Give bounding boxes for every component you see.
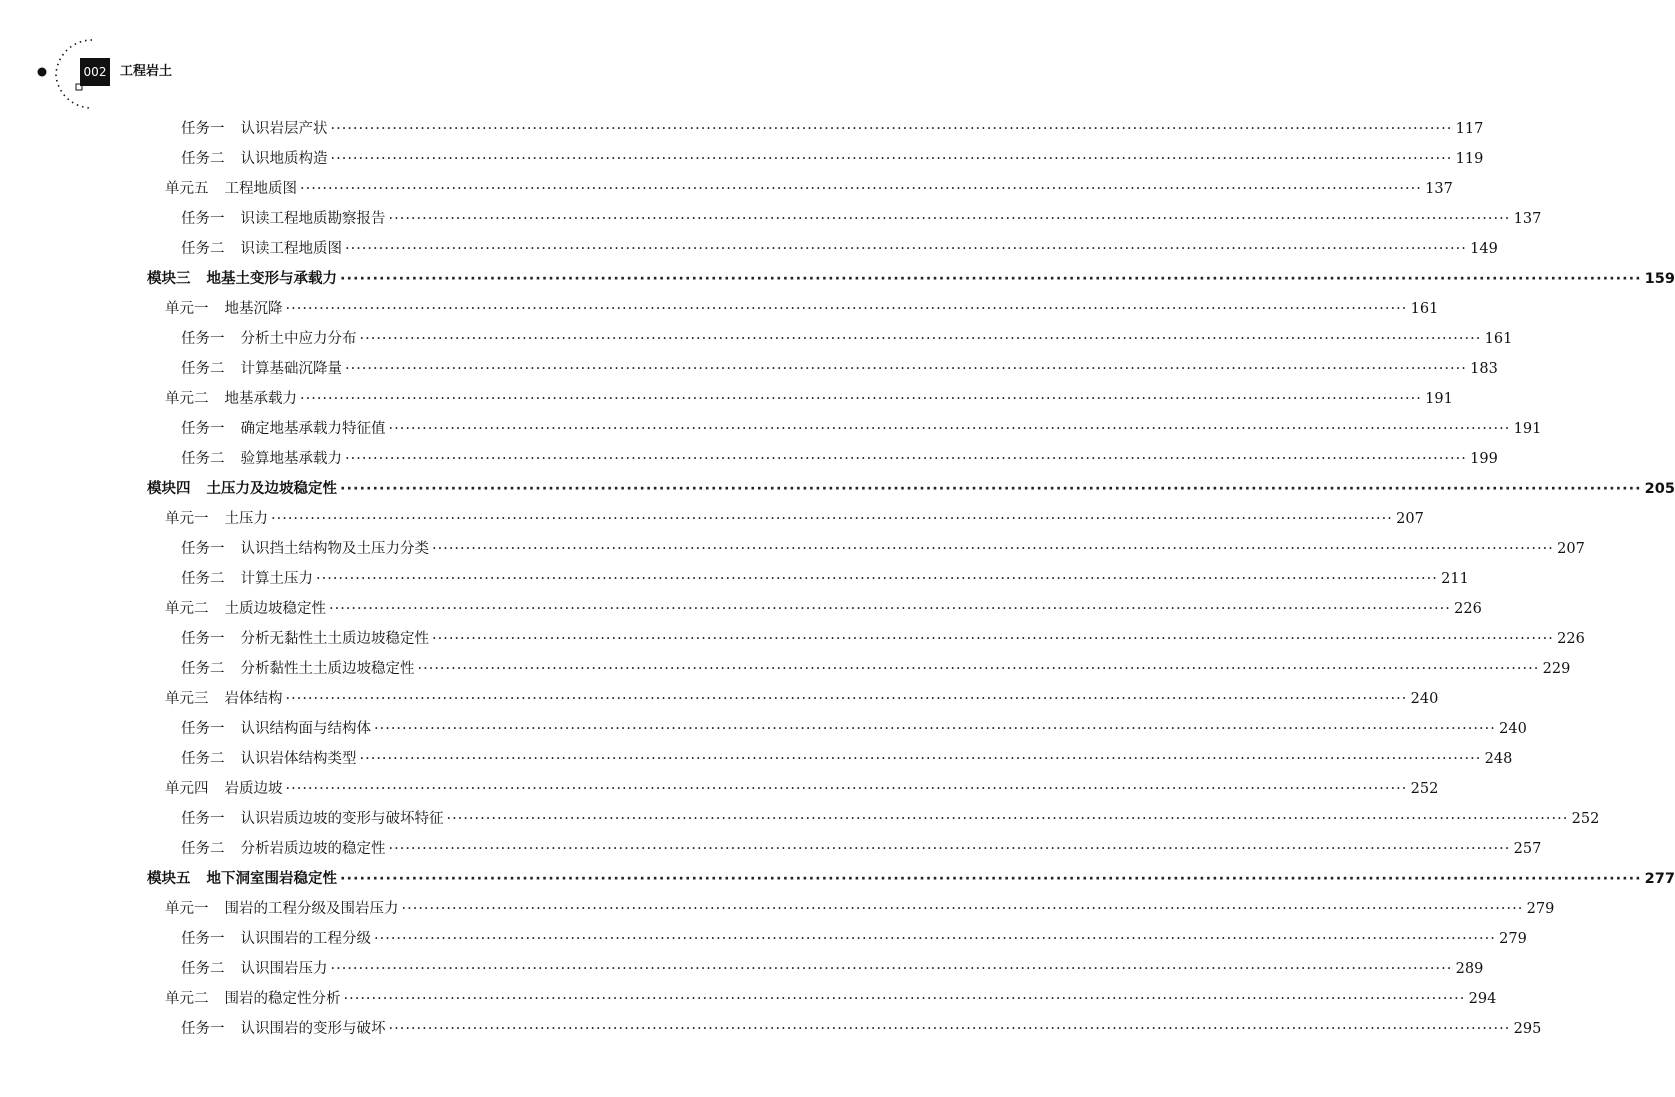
toc-leader-dots: ········································································································································································································ <box>446 811 1569 827</box>
toc-entry-unit <box>165 984 1497 1014</box>
toc-entry-module <box>147 864 1675 894</box>
toc-title: 土压力 <box>224 511 268 527</box>
toc-label: 任务一 <box>181 421 225 437</box>
toc-entry-task <box>181 744 1513 774</box>
toc-leader-dots: ········································································································································································································ <box>388 841 1511 857</box>
toc-leader-dots: ········································································································································································································ <box>374 931 1496 947</box>
toc-entry-unit <box>165 594 1482 624</box>
running-title: 工程岩土 <box>120 64 173 79</box>
toc-label: 任务一 <box>181 721 225 737</box>
toc-label: 单元二 <box>165 991 209 1007</box>
toc-leader-dots: ········································································································································································································ <box>285 301 1408 317</box>
toc-page-number: 248 <box>1484 751 1513 767</box>
toc-page-number: 257 <box>1513 841 1542 857</box>
toc-leader-dots: ········································································································································································································ <box>345 241 1467 257</box>
toc-entry-module <box>147 474 1675 504</box>
toc-title: 认识岩体结构类型 <box>240 751 357 767</box>
toc-page-number: 252 <box>1571 811 1600 827</box>
toc-title: 认识岩质边坡的变形与破坏特征 <box>240 811 444 827</box>
toc-label: 任务二 <box>181 661 225 677</box>
toc-title: 分析岩质边坡的稳定性 <box>240 841 386 857</box>
page-header <box>0 0 790 110</box>
toc-entry-task <box>181 354 1498 384</box>
toc-page-number: 289 <box>1455 961 1484 977</box>
toc-entry-unit <box>165 774 1439 804</box>
toc-leader-dots: ········································································································································································································ <box>345 451 1467 467</box>
toc-page-number: 137 <box>1425 181 1453 197</box>
toc-leader-dots: ········································································································································································································ <box>300 181 1422 197</box>
toc-entry-task <box>181 234 1498 264</box>
toc-label: 单元一 <box>165 301 209 317</box>
toc-page-number: 161 <box>1484 331 1513 347</box>
toc-page-number: 191 <box>1425 391 1453 407</box>
toc-entry-task <box>181 714 1527 744</box>
toc-leader-dots: ········································································································································································································ <box>374 721 1496 737</box>
toc-page-number: 137 <box>1513 211 1542 227</box>
toc-entry-unit <box>165 684 1439 714</box>
toc-leader-dots: ········································································································································································································ <box>359 751 1482 767</box>
toc-label: 任务一 <box>181 121 225 137</box>
toc-leader-dots: ········································································································································································································ <box>401 901 1524 917</box>
toc-entry-unit <box>165 894 1555 924</box>
toc-title: 围岩的工程分级及围岩压力 <box>224 901 399 917</box>
toc-title: 地基土变形与承载力 <box>206 271 337 287</box>
toc-title: 土压力及边坡稳定性 <box>206 481 337 497</box>
toc-entry-task <box>181 564 1469 594</box>
toc-label: 任务二 <box>181 361 225 377</box>
toc-title: 地基沉降 <box>224 301 283 317</box>
toc-label: 任务一 <box>181 931 225 947</box>
toc-entry-unit <box>165 384 1453 414</box>
toc-entry-task <box>181 204 1542 234</box>
toc-leader-dots: ········································································································································································································ <box>345 361 1467 377</box>
toc-leader-dots: ········································································································································································································ <box>330 961 1453 977</box>
toc-label: 单元一 <box>165 511 209 527</box>
toc-label: 单元三 <box>165 691 209 707</box>
toc-leader-dots: ········································································································································································································ <box>285 781 1408 797</box>
toc-page-number: 207 <box>1557 541 1585 557</box>
toc-entry-task <box>181 144 1484 174</box>
toc-title: 认识地质构造 <box>240 151 328 167</box>
toc-page-number: 211 <box>1441 571 1469 587</box>
toc-label: 任务一 <box>181 811 225 827</box>
toc-label: 任务一 <box>181 631 225 647</box>
toc-title: 分析土中应力分布 <box>240 331 357 347</box>
toc-entry-task <box>181 954 1484 984</box>
toc-title: 分析无黏性土土质边坡稳定性 <box>240 631 429 647</box>
toc-page-number: 279 <box>1526 901 1555 917</box>
toc-leader-dots: ········································································································································································································ <box>330 151 1453 167</box>
toc-label: 任务二 <box>181 241 225 257</box>
toc-entry-task <box>181 624 1585 654</box>
toc-title: 认识岩层产状 <box>240 121 328 137</box>
toc-page-number: 279 <box>1499 931 1527 947</box>
toc-title: 认识挡土结构物及土压力分类 <box>240 541 429 557</box>
toc-label: 模块五 <box>147 871 191 887</box>
toc-page-number: 149 <box>1470 241 1498 257</box>
toc-entry-task <box>181 654 1571 684</box>
toc-entry-unit <box>165 504 1424 534</box>
toc-leader-dots: ········································································································································································································ <box>340 871 1642 887</box>
toc-label: 任务二 <box>181 751 225 767</box>
page-number: 002 <box>80 58 110 86</box>
toc-page-number: 226 <box>1454 601 1482 617</box>
toc-page-number: 117 <box>1455 121 1484 137</box>
toc-page-number: 199 <box>1470 451 1498 467</box>
toc-leader-dots: ········································································································································································································ <box>300 391 1422 407</box>
toc-entry-unit <box>165 294 1439 324</box>
toc-label: 单元二 <box>165 601 209 617</box>
toc-entry-task <box>181 834 1542 864</box>
toc-page-number: 183 <box>1470 361 1498 377</box>
toc-label: 任务一 <box>181 541 225 557</box>
toc-title: 地基承载力 <box>224 391 297 407</box>
toc-title: 计算土压力 <box>240 571 313 587</box>
toc-label: 任务二 <box>181 451 225 467</box>
toc-page-number: 161 <box>1410 301 1439 317</box>
toc-label: 模块四 <box>147 481 191 497</box>
toc-entry-task <box>181 114 1484 144</box>
toc-page-number: 119 <box>1455 151 1484 167</box>
toc-leader-dots: ········································································································································································································ <box>343 991 1466 1007</box>
toc-label: 任务一 <box>181 1021 225 1037</box>
toc-page-number: 226 <box>1557 631 1585 647</box>
toc-leader-dots: ········································································································································································································ <box>432 631 1554 647</box>
toc-title: 围岩的稳定性分析 <box>224 991 341 1007</box>
toc-title: 分析黏性土土质边坡稳定性 <box>240 661 415 677</box>
toc-leader-dots: ········································································································································································································ <box>316 571 1438 587</box>
toc-page-number: 205 <box>1644 481 1675 497</box>
toc-page-number: 159 <box>1644 271 1675 287</box>
toc-page-number: 294 <box>1468 991 1497 1007</box>
toc-title: 验算地基承载力 <box>240 451 342 467</box>
toc-leader-dots: ········································································································································································································ <box>359 331 1482 347</box>
toc-leader-dots: ········································································································································································································ <box>330 121 1453 137</box>
toc-title: 认识围岩的工程分级 <box>240 931 371 947</box>
toc-entry-task <box>181 534 1585 564</box>
toc-leader-dots: ········································································································································································································ <box>432 541 1554 557</box>
toc-label: 单元五 <box>165 181 209 197</box>
toc-label: 任务二 <box>181 151 225 167</box>
toc-leader-dots: ········································································································································································································ <box>388 1021 1511 1037</box>
toc-entry-task <box>181 804 1600 834</box>
toc-label: 模块三 <box>147 271 191 287</box>
toc-title: 工程地质图 <box>224 181 297 197</box>
toc-title: 认识结构面与结构体 <box>240 721 371 737</box>
toc-title: 认识围岩的变形与破坏 <box>240 1021 386 1037</box>
toc-title: 确定地基承载力特征值 <box>240 421 386 437</box>
toc-page-number: 207 <box>1396 511 1424 527</box>
toc-page-number: 252 <box>1410 781 1439 797</box>
toc-title: 岩体结构 <box>224 691 283 707</box>
toc-entry-task <box>181 324 1513 354</box>
toc-page-number: 295 <box>1513 1021 1542 1037</box>
bullet-dot <box>38 68 47 77</box>
toc-label: 单元四 <box>165 781 209 797</box>
toc-page-number: 191 <box>1513 421 1542 437</box>
toc-leader-dots: ········································································································································································································ <box>340 271 1642 287</box>
toc-label: 单元二 <box>165 391 209 407</box>
toc-title: 认识围岩压力 <box>240 961 328 977</box>
toc-entry-module <box>147 264 1675 294</box>
toc-leader-dots: ········································································································································································································ <box>388 421 1511 437</box>
toc-leader-dots: ········································································································································································································ <box>271 511 1393 527</box>
toc-label: 任务二 <box>181 571 225 587</box>
toc-label: 任务二 <box>181 841 225 857</box>
toc-leader-dots: ········································································································································································································ <box>329 601 1451 617</box>
toc-label: 任务一 <box>181 211 225 227</box>
toc-page-number: 277 <box>1644 871 1675 887</box>
toc-leader-dots: ········································································································································································································ <box>340 481 1642 497</box>
toc-title: 计算基础沉降量 <box>240 361 342 377</box>
toc-entry-task <box>181 414 1542 444</box>
toc-leader-dots: ········································································································································································································ <box>285 691 1408 707</box>
toc-leader-dots: ········································································································································································································ <box>388 211 1511 227</box>
toc-title: 地下洞室围岩稳定性 <box>206 871 337 887</box>
toc-title: 识读工程地质勘察报告 <box>240 211 386 227</box>
toc-leader-dots: ········································································································································································································ <box>417 661 1540 677</box>
toc-page-number: 229 <box>1542 661 1571 677</box>
toc-title: 土质边坡稳定性 <box>224 601 326 617</box>
dotted-arc-decoration <box>0 0 120 110</box>
toc-label: 任务二 <box>181 961 225 977</box>
toc-entry-unit <box>165 174 1453 204</box>
toc-entry-task <box>181 1014 1542 1044</box>
toc-title: 识读工程地质图 <box>240 241 342 257</box>
toc-page-number: 240 <box>1410 691 1439 707</box>
toc-label: 单元一 <box>165 901 209 917</box>
toc-label: 任务一 <box>181 331 225 347</box>
toc-entry-task <box>181 444 1498 474</box>
toc-entry-task <box>181 924 1527 954</box>
toc-title: 岩质边坡 <box>224 781 283 797</box>
toc-page-number: 240 <box>1499 721 1527 737</box>
